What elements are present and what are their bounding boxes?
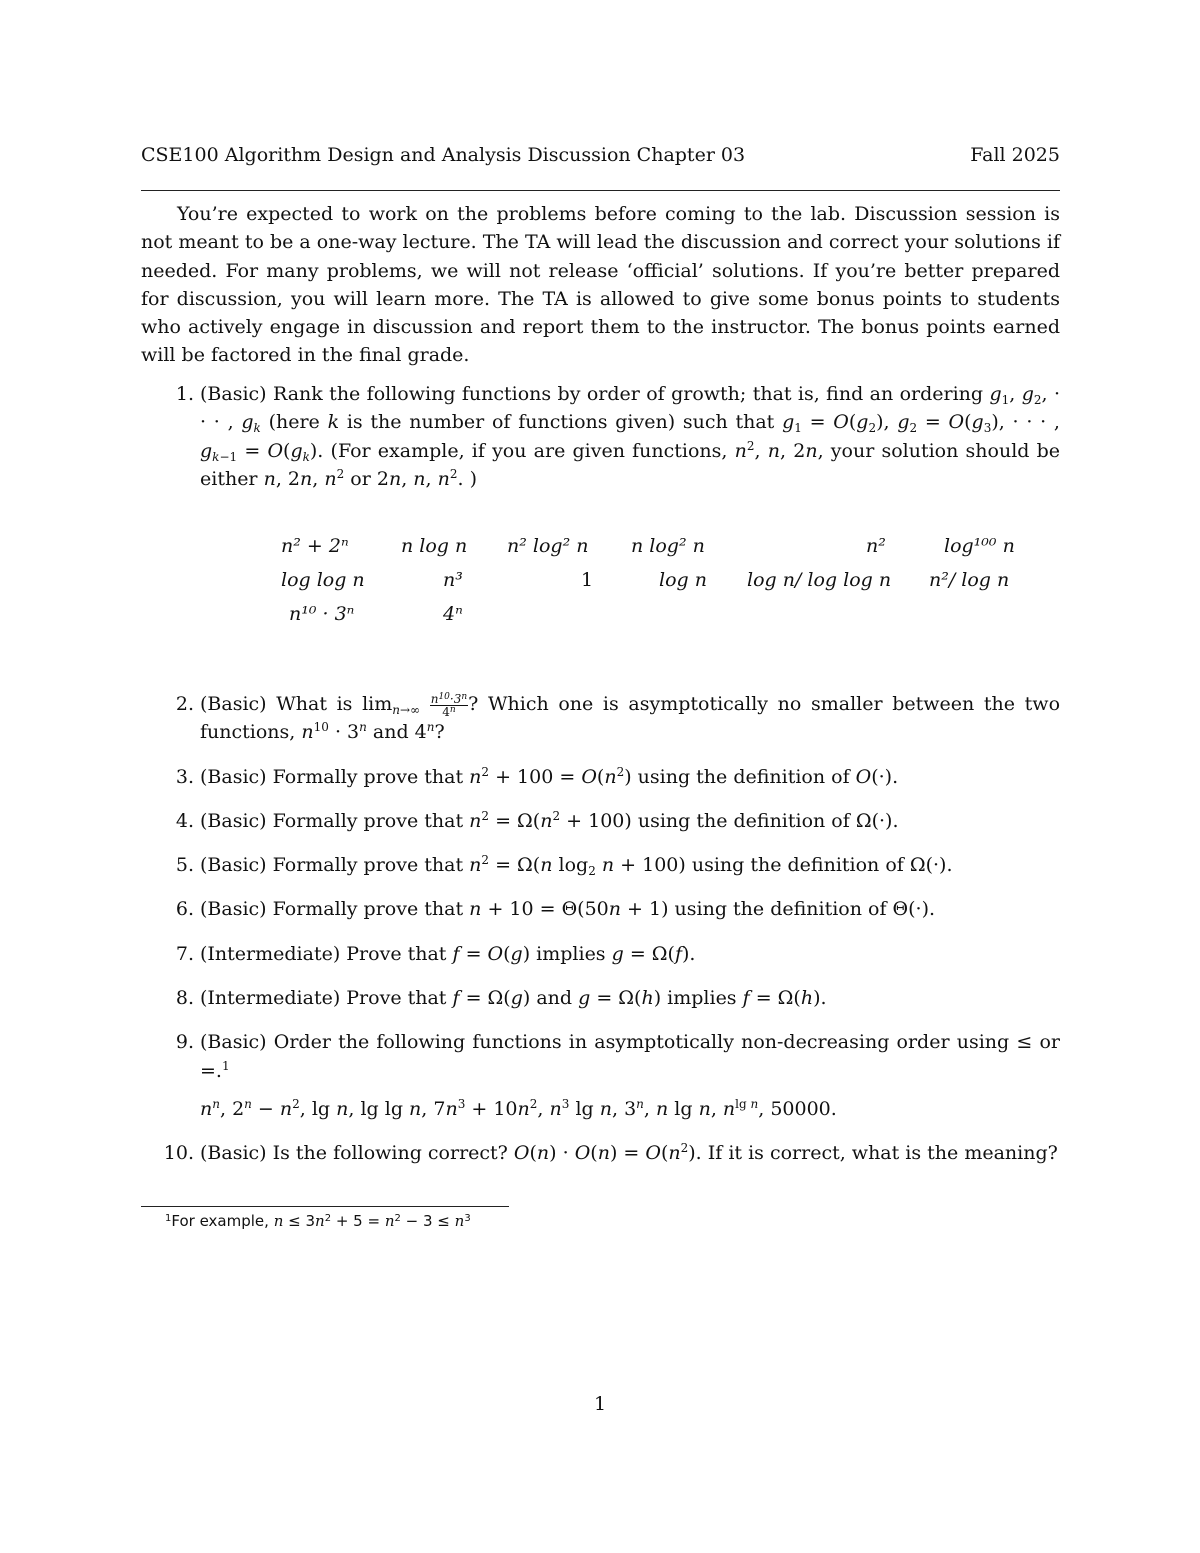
function-cell: n log n bbox=[401, 535, 468, 557]
problem-9-function-list: $n^n$, $2^n - n^2$, lg n, lg lg n, $7n^3 + 10n^2$, $n^3$ lg n, 3$^n$, n lg n, $n^{lg n}$, 50000. bbox=[200, 1096, 837, 1120]
function-cell: log¹⁰⁰ n bbox=[944, 535, 1015, 557]
function-cell: n² log² n bbox=[507, 535, 589, 557]
page-header bbox=[141, 144, 1060, 174]
functions-row-2 bbox=[141, 569, 1060, 603]
problem-2: 2. (Basic) What is $\lim_{n\to\infty}$ $\frac{n^{10}\cdot 3^n}{4^n}$ ? Which one is asymptotically no smaller between the two functions, $n^{10} \cdot 3^n$ and 4$^n$? bbox=[175, 691, 1061, 744]
function-cell: n¹⁰ · 3ⁿ bbox=[289, 603, 355, 625]
problem-1: 1. (Basic) Rank the following functions by order of growth; that is, find an ordering $g_1$, $g_2$, · · · , $g_k$ (here k is the number of functions given) such that $g_1 = O(g_2)$, $g_2 = O(g_3)$, · · · , $g_{k-1} = O(g_k)$. (For example, if you are given functions, $n^2$, n, 2n, your solution should be either n, 2n, $n^2$ or 2n, n, $n^2$. ) bbox=[175, 383, 1061, 490]
problem-7: 7. (Intermediate) Prove that f = O(g) implies g = Ω(f). bbox=[175, 942, 696, 965]
function-cell: n² + 2ⁿ bbox=[281, 535, 349, 557]
term-label: Fall 2025 bbox=[970, 144, 1060, 166]
problem-3: 3. (Basic) Formally prove that $n^2 + 100 = O(n^2)$ using the definition of O(·). bbox=[175, 764, 899, 788]
functions-table bbox=[141, 535, 1060, 637]
problem-10: 10. (Basic) Is the following correct? $O(n) \cdot O(n) = O(n^2)$. If it is correct, what is the meaning? bbox=[163, 1141, 1058, 1165]
problem-list-continued bbox=[141, 690, 1060, 1168]
header-rule bbox=[141, 190, 1060, 191]
problem-8: 8. (Intermediate) Prove that f = Ω(g) and g = Ω(h) implies f = Ω(h). bbox=[175, 987, 827, 1010]
function-cell: 1 bbox=[581, 569, 594, 591]
function-cell: log n bbox=[659, 569, 707, 591]
function-cell: log n/ log log n bbox=[747, 569, 892, 591]
page-number: 1 bbox=[593, 1393, 607, 1415]
footnote-rule bbox=[141, 1206, 509, 1207]
problem-6: 6. (Basic) Formally prove that n + 10 = Θ(50n + 1) using the definition of Θ(·). bbox=[175, 898, 936, 921]
function-cell: n log² n bbox=[631, 535, 705, 557]
footnote: $^1$For example, $n \le 3n^2 + 5 = n^2 - 3 \le n^3$ bbox=[165, 1212, 471, 1230]
function-cell: log log n bbox=[281, 569, 365, 591]
function-cell: n³ bbox=[443, 569, 463, 591]
problem-4: 4. (Basic) Formally prove that $n^2 = \Omega(n^2 + 100)$ using the definition of Ω(·). bbox=[175, 808, 899, 832]
problem-list bbox=[141, 380, 1060, 500]
intro-paragraph: You’re expected to work on the problems before coming to the lab. Discussion session is not meant to be a one-way lecture. The TA will lead the discussion and correct your solutions if needed. For many problems, we will not release ‘official’ solutions. If you’re better prepared for discussion, you will learn more. The TA is allowed to give some bonus points to students who actively engage in discussion and report them to the instructor. The bonus points earned will be factored in the final grade. bbox=[141, 203, 1060, 367]
function-cell: n²/ log n bbox=[929, 569, 1010, 591]
functions-row-3 bbox=[141, 603, 1060, 637]
function-cell: n² bbox=[866, 535, 886, 557]
problem-5: 5. (Basic) Formally prove that $n^2 = \Omega(n$ $\log_2 n + 100$) using the definition of Ω(·). bbox=[175, 853, 953, 879]
function-cell: 4ⁿ bbox=[443, 603, 463, 625]
functions-row-1 bbox=[141, 535, 1060, 569]
problem-9: 9. (Basic) Order the following functions in asymptotically non-decreasing order using ≤ or =.$^1$ $n^n$, $2^n - n^2$, lg n, lg lg n, $7n^3 + 10n^2$, $n^3$ lg n, 3$^n$, n lg n, $n^{lg n}$, 50000. bbox=[141, 1028, 1060, 1123]
course-title: CSE100 Algorithm Design and Analysis Discussion Chapter 03 bbox=[141, 144, 746, 166]
